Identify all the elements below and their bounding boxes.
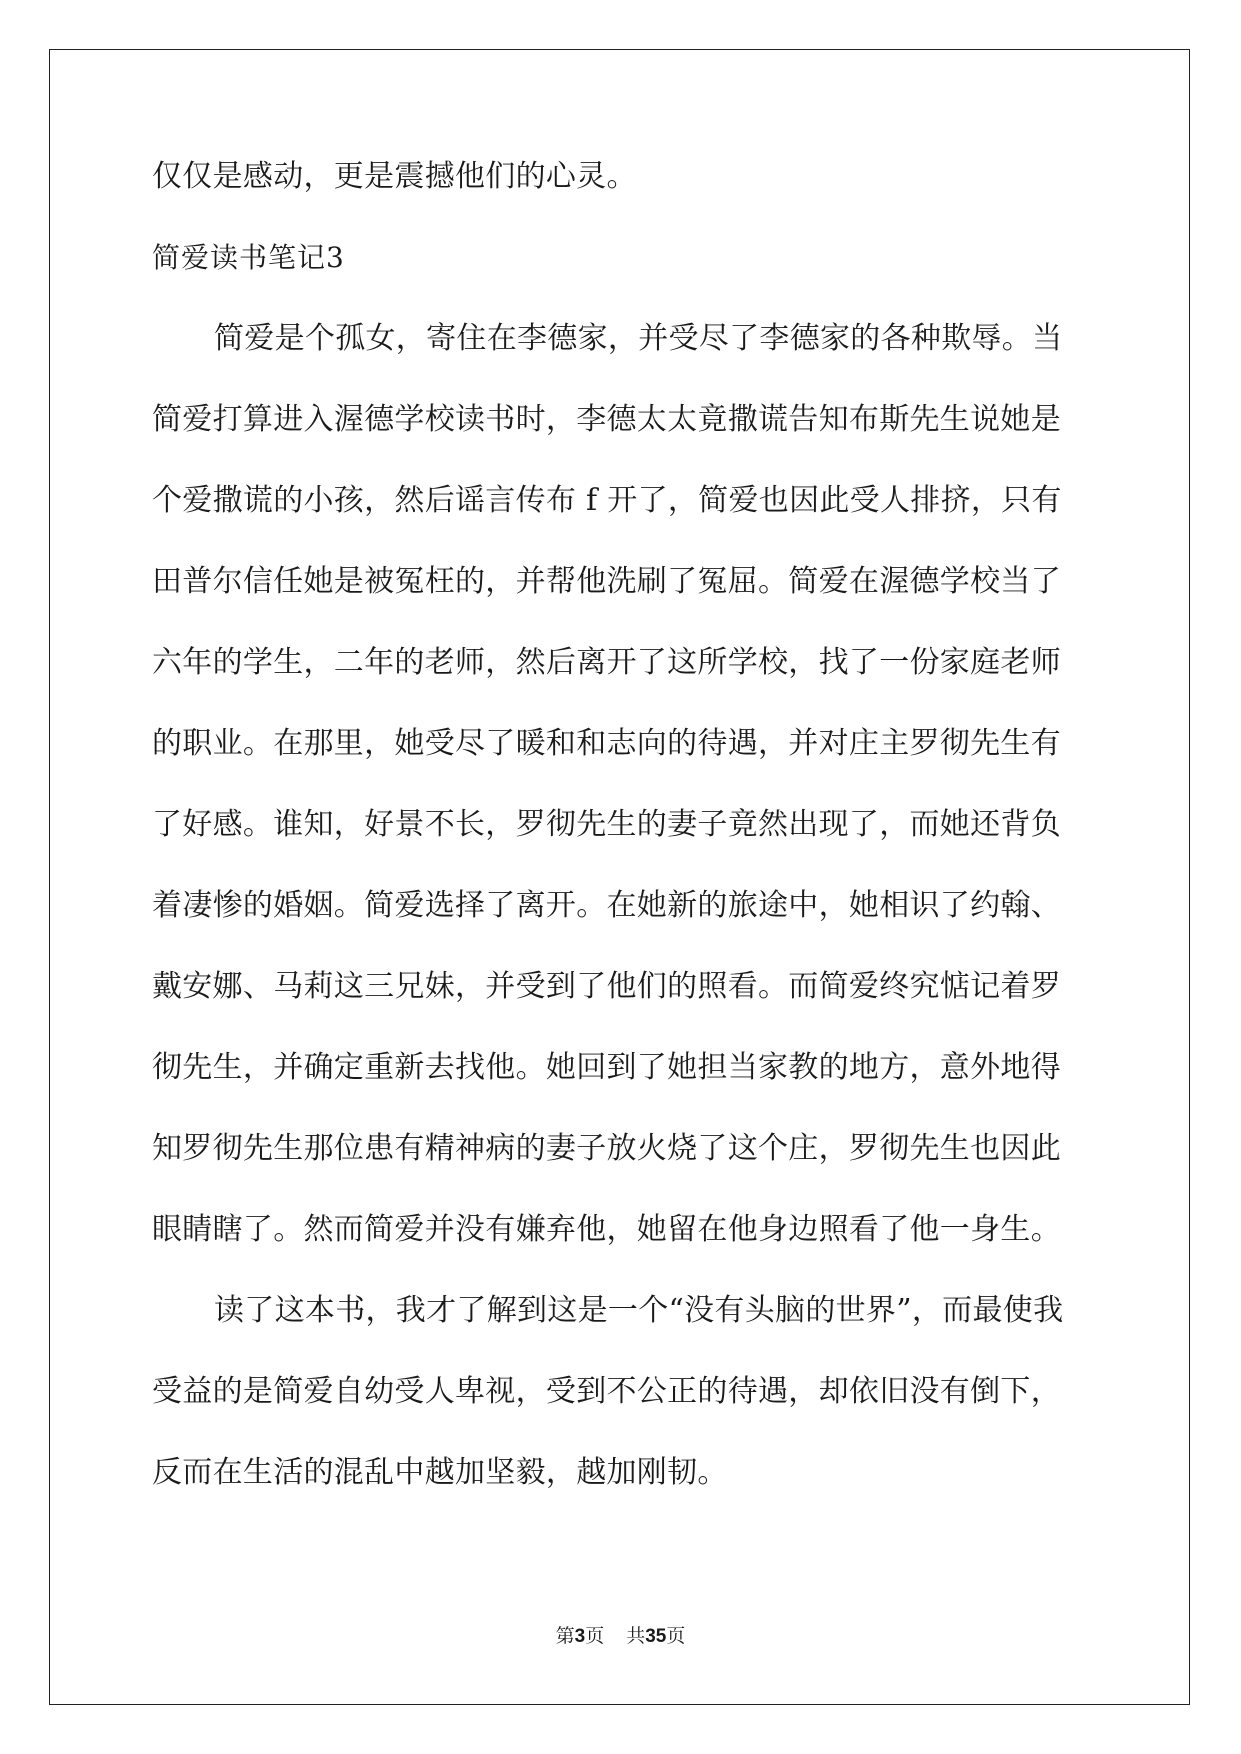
paragraph-line: 彻先生，并确定重新去找他。她回到了她担当家教的地方，意外地得 bbox=[152, 1050, 1061, 1085]
page-number: 3 bbox=[574, 1626, 586, 1647]
paragraph-line: 了好感。谁知，好景不长，罗彻先生的妻子竟然出现了，而她还背负 bbox=[152, 807, 1061, 842]
section-heading: 简爱读书笔记3 bbox=[152, 241, 345, 274]
paragraph-line: 仅仅是感动，更是震撼他们的心灵。 bbox=[152, 159, 637, 194]
document-body bbox=[152, 157, 1092, 1534]
paragraph-line: 眼睛瞎了。然而简爱并没有嫌弃他，她留在他身边照看了他一身生。 bbox=[152, 1212, 1061, 1247]
total-prefix: 共 bbox=[626, 1625, 646, 1647]
paragraph-line: 受益的是简爱自幼受人卑视，受到不公正的待遇，却依旧没有倒下， bbox=[152, 1374, 1061, 1409]
paragraph-line: 个爱撒谎的小孩，然后谣言传布 f 开了，简爱也因此受人排挤，只有 bbox=[152, 483, 1062, 518]
paragraph-line: 读了这本书，我才了解到这是一个“没有头脑的世界”，而最使我 bbox=[214, 1293, 1064, 1328]
paragraph-line: 知罗彻先生那位患有精神病的妻子放火烧了这个庄，罗彻先生也因此 bbox=[152, 1131, 1061, 1166]
paragraph-line: 的职业。在那里，她受尽了暖和和志向的待遇，并对庄主罗彻先生有 bbox=[152, 726, 1061, 761]
paragraph-line: 田普尔信任她是被冤枉的，并帮他洗刷了冤屈。简爱在渥德学校当了 bbox=[152, 564, 1061, 599]
paragraph-line: 戴安娜、马莉这三兄妹，并受到了他们的照看。而简爱终究惦记着罗 bbox=[152, 969, 1061, 1004]
paragraph-line: 着凄惨的婚姻。简爱选择了离开。在她新的旅途中，她相识了约翰、 bbox=[152, 888, 1061, 923]
paragraph-line: 简爱打算进入渥德学校读书时，李德太太竟撒谎告知布斯先生说她是 bbox=[152, 402, 1061, 437]
total-pages: 35 bbox=[645, 1626, 667, 1647]
paragraph-line: 反而在生活的混乱中越加坚毅，越加刚韧。 bbox=[152, 1455, 728, 1490]
paragraph-line: 简爱是个孤女，寄住在李德家，并受尽了李德家的各种欺辱。当 bbox=[214, 321, 1063, 356]
total-suffix: 页 bbox=[666, 1625, 686, 1647]
page-footer bbox=[0, 1624, 1241, 1649]
page-suffix: 页 bbox=[585, 1625, 605, 1647]
paragraph-line: 六年的学生，二年的老师，然后离开了这所学校，找了一份家庭老师 bbox=[152, 645, 1061, 680]
page-prefix: 第 bbox=[555, 1625, 575, 1647]
